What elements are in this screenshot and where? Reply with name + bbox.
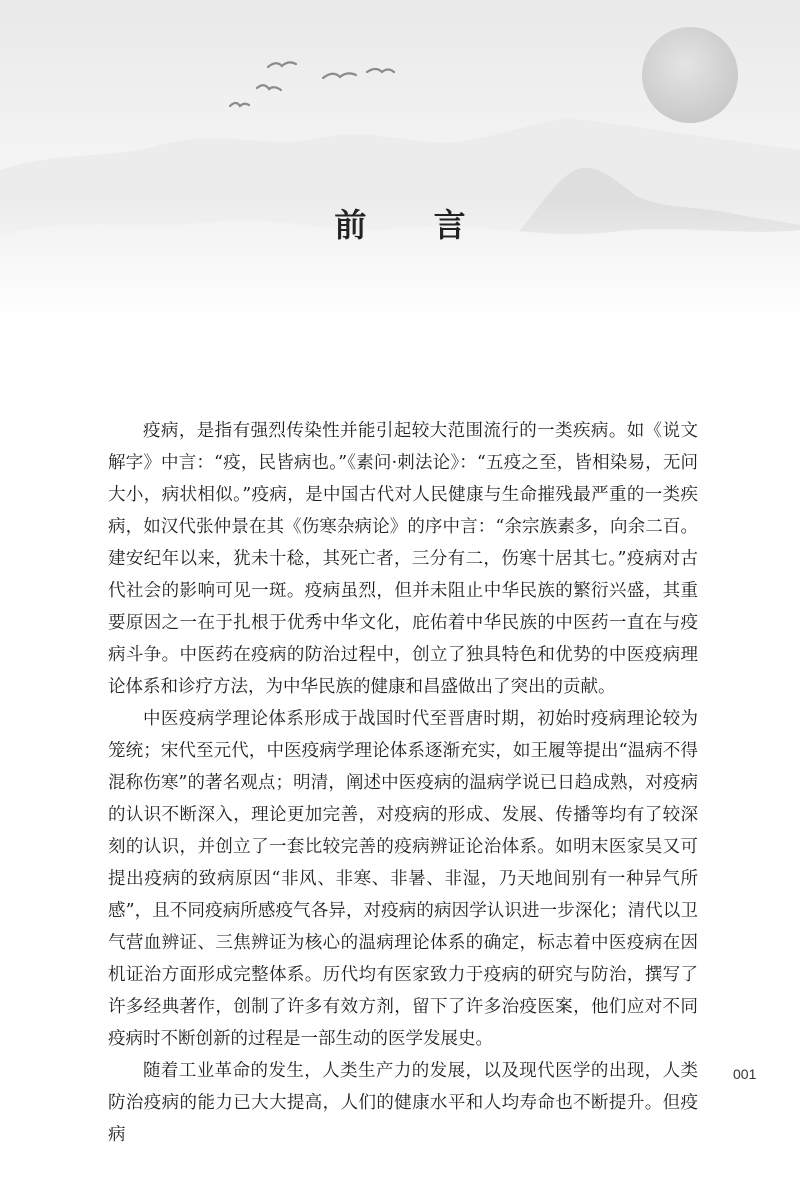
paragraph: 随着工业革命的发生，人类生产力的发展，以及现代医学的出现，人类防治疫病的能力已大大提高，人们的健康水平和人均寿命也不断提升。但疫病 xyxy=(108,1061,698,1145)
ink-landscape-header xyxy=(0,0,800,320)
body-text xyxy=(108,415,698,1151)
page-number: 001 xyxy=(733,1066,757,1082)
paragraph: 疫病，是指有强烈传染性并能引起较大范围流行的一类疾病。如《说文解字》中言：“疫，民皆病也。”《素问·刺法论》：“五疫之至，皆相染易，无问大小，病状相似。”疫病，是中国古代对人民健康与生命摧残最严重的一类疾病，如汉代张仲景在其《伤寒杂病论》的序中言：“余宗族素多，向余二百。建安纪年以来，犹未十稔，其死亡者，三分有二，伤寒十居其七。”疫病对古代社会的影响可见一斑。疫病虽烈，但并未阻止中华民族的繁衍兴盛，其重要原因之一在于扎根于优秀中华文化，庇佑着中华民族的中医药一直在与疫病斗争。中医药在疫病的防治过程中，创立了独具特色和优势的中医疫病理论体系和诊疗方法，为中华民族的健康和昌盛做出了突出的贡献。 xyxy=(108,421,698,697)
page-title: 前 言 xyxy=(334,206,494,244)
paragraph: 中医疫病学理论体系形成于战国时代至晋唐时期，初始时疫病理论较为笼统；宋代至元代，中医疫病学理论体系逐渐充实，如王履等提出“温病不得混称伤寒”的著名观点；明清，阐述中医疫病的温病学说已日趋成熟，对疫病的认识不断深入，理论更加完善，对疫病的形成、发展、传播等均有了较深刻的认识，并创立了一套比较完善的疫病辨证论治体系。如明末医家吴又可提出疫病的致病原因“非风、非寒、非暑、非湿，乃天地间别有一种异气所感”，且不同疫病所感疫气各异，对疫病的病因学认识进一步深化；清代以卫气营血辨证、三焦辨证为核心的温病理论体系的确定，标志着中医疫病在因机证治方面形成完整体系。历代均有医家致力于疫病的研究与防治，撰写了许多经典著作，创制了许多有效方剂，留下了许多治疫医案，他们应对不同疫病时不断创新的过程是一部生动的医学发展史。 xyxy=(108,709,698,1049)
sun-disc xyxy=(642,27,738,123)
